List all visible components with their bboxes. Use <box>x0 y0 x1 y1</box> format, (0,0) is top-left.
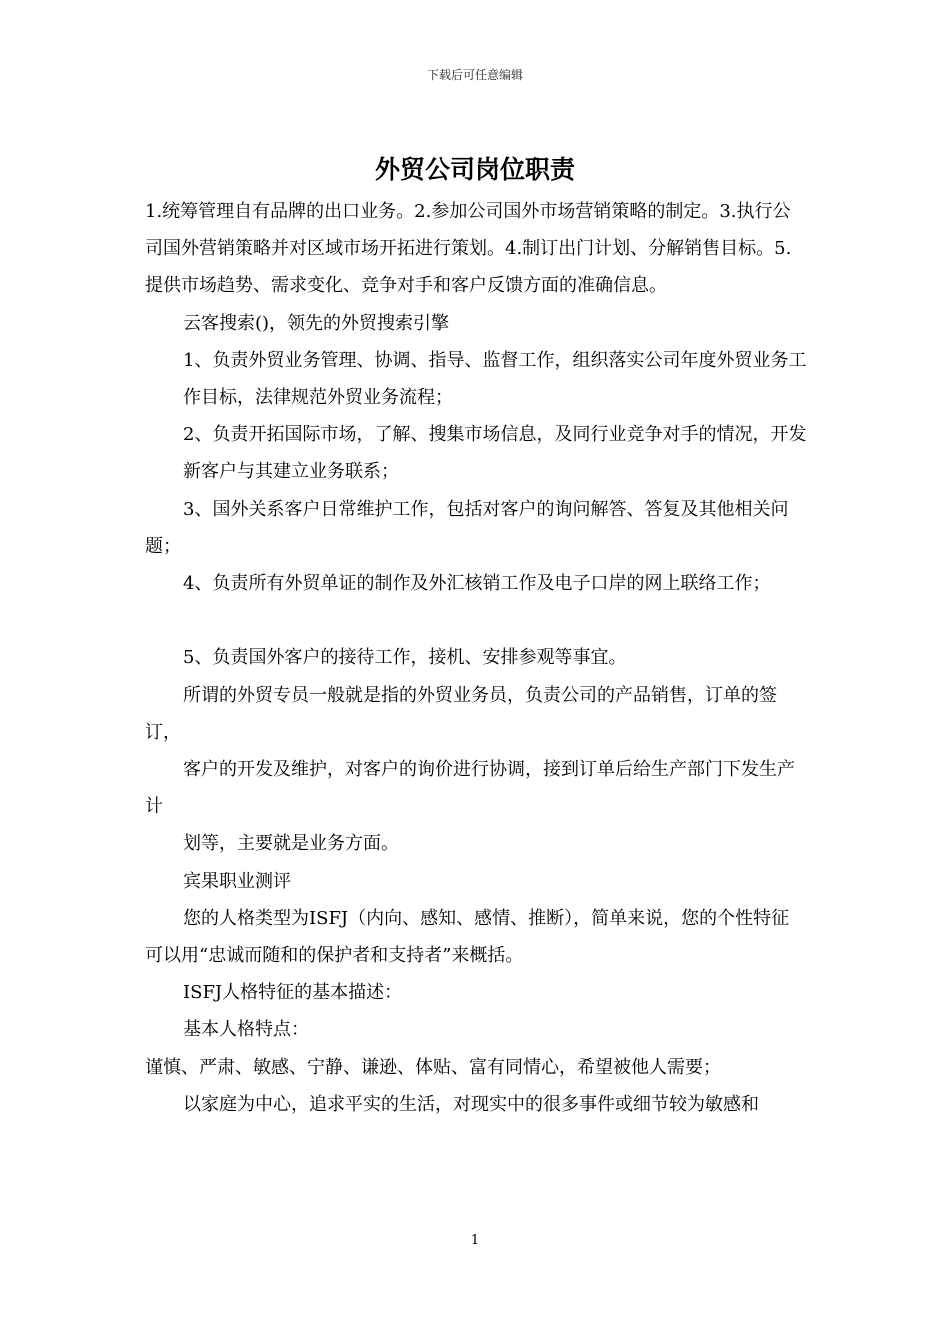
paragraph-specialist-definition-continued: 客户的开发及维护，对客户的询价进行协调，接到订单后给生产部门下发生产计 <box>145 759 795 818</box>
paragraph-isfj-description-heading: ISFJ人格特征的基本描述： <box>183 982 403 1004</box>
paragraph-duty-2-continued: 新客户与其建立业务联系； <box>183 461 399 483</box>
paragraph-personality-type: 您的人格类型为ISFJ（内向、感知、感情、推断），简单来说，您的个性特征可以用“忠诚而随和的保护者和支持者”来概括。 <box>145 907 790 967</box>
paragraph-responsibilities-summary: 1.统筹管理自有品牌的出口业务。2.参加公司国外市场营销策略的制定。3.执行公司国外营销策略并对区域市场开拓进行策划。4.制订出门计划、分解销售目标。5.提供市场趋势、需求变化、竞争对手和客户反馈方面的准确信息。 <box>145 201 792 297</box>
page-number: 1 <box>470 1233 480 1248</box>
document-body <box>145 193 807 1123</box>
document-title: 外贸公司岗位职责 <box>374 155 575 184</box>
paragraph-duty-3: 3、国外关系客户日常维护工作，包括对客户的询问解答、答复及其他相关问题； <box>145 498 789 557</box>
paragraph-basic-traits: 谨慎、严肃、敏感、宁静、谦逊、体贴、富有同情心，希望被他人需要； <box>145 1056 721 1078</box>
paragraph-duty-4: 4、负责所有外贸单证的制作及外汇核销工作及电子口岸的网上联络工作； <box>183 573 771 595</box>
paragraph-specialist-definition: 所谓的外贸专员一般就是指的外贸业务员，负责公司的产品销售，订单的签订， <box>145 684 777 743</box>
blank-line <box>145 602 807 639</box>
header-note: 下载后可任意编辑 <box>426 68 523 82</box>
paragraph-family-centered: 以家庭为中心，追求平实的生活，对现实中的很多事件或细节较为敏感和 <box>183 1093 759 1115</box>
paragraph-basic-traits-heading: 基本人格特点： <box>183 1019 309 1041</box>
paragraph-duty-5: 5、负责国外客户的接待工作，接机、安排参观等事宜。 <box>183 647 627 669</box>
paragraph-duty-1: 1、负责外贸业务管理、协调、指导、监督工作，组织落实公司年度外贸业务工 <box>183 349 807 371</box>
paragraph-search-engine: 云客搜索()，领先的外贸搜索引擎 <box>183 312 450 334</box>
paragraph-specialist-definition-end: 划等，主要就是业务方面。 <box>183 833 399 855</box>
paragraph-career-test-heading: 宾果职业测评 <box>183 870 291 892</box>
paragraph-duty-2: 2、负责开拓国际市场，了解、搜集市场信息，及同行业竞争对手的情况，开发 <box>183 424 807 446</box>
paragraph-duty-1-continued: 作目标，法律规范外贸业务流程； <box>183 387 453 409</box>
